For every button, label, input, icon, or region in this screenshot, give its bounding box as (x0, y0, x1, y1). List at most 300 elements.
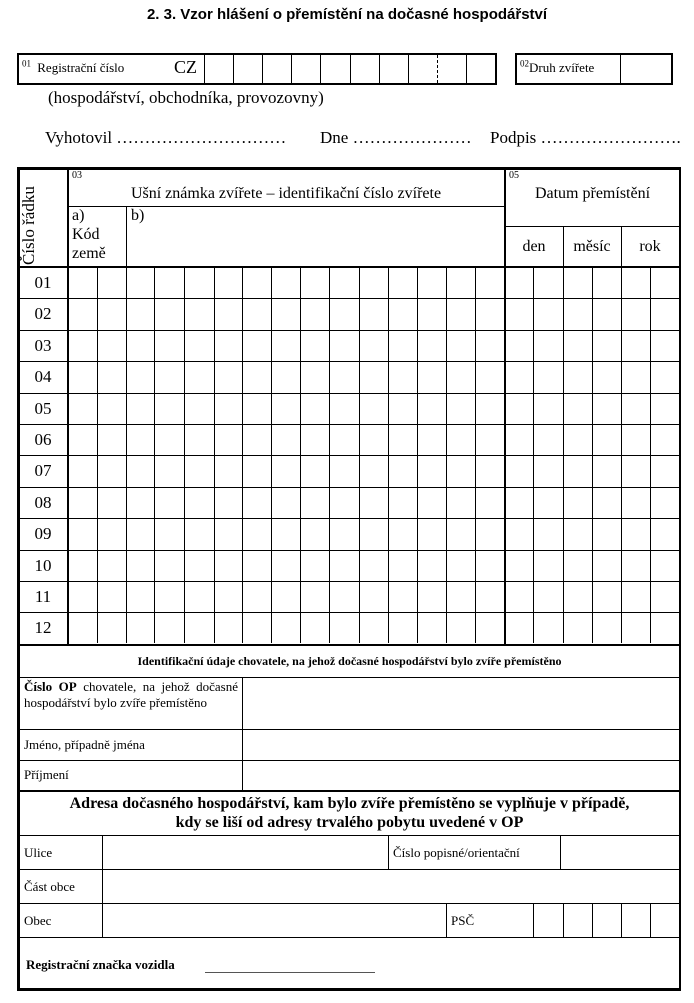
ear-tag-digit-cell[interactable] (360, 299, 388, 329)
registration-digit-input[interactable] (321, 55, 350, 83)
country-code-cell[interactable] (69, 582, 97, 612)
registration-digit-input[interactable] (263, 55, 291, 83)
registration-digit-input[interactable] (292, 55, 320, 83)
country-code-cell[interactable] (98, 331, 126, 361)
ear-tag-digit-cell[interactable] (418, 456, 446, 486)
ear-tag-digit-cell[interactable] (185, 331, 214, 361)
date-digit-cell[interactable] (651, 456, 679, 486)
ear-tag-digit-cell[interactable] (155, 394, 184, 424)
date-digit-cell[interactable] (593, 425, 621, 455)
ear-tag-digit-cell[interactable] (127, 331, 154, 361)
ear-tag-digit-cell[interactable] (272, 394, 300, 424)
date-digit-cell[interactable] (564, 299, 592, 329)
row-number: 03 (34, 335, 52, 355)
ear-tag-digit-cell[interactable] (127, 299, 154, 329)
ear-tag-digit-cell[interactable] (389, 488, 417, 518)
date-digit-cell[interactable] (564, 488, 592, 518)
date-digit-cell[interactable] (622, 519, 650, 549)
registration-label: Registrační číslo (37, 60, 125, 75)
date-digit-cell[interactable] (622, 551, 650, 581)
ear-tag-digit-cell[interactable] (389, 268, 417, 298)
date-digit-cell[interactable] (651, 582, 679, 612)
date-digit-cell[interactable] (593, 299, 621, 329)
postcode-digit-input[interactable] (593, 904, 621, 937)
registration-digit-input[interactable] (467, 55, 496, 83)
date-digit-cell[interactable] (505, 488, 533, 518)
date-digit-cell[interactable] (564, 394, 592, 424)
ear-tag-digit-cell[interactable] (155, 519, 184, 549)
date-digit-cell[interactable] (622, 613, 650, 643)
ear-tag-digit-cell[interactable] (389, 299, 417, 329)
registration-label-wrap (22, 60, 124, 76)
country-code-cell[interactable] (69, 331, 97, 361)
ear-tag-digit-cell[interactable] (301, 519, 329, 549)
date-digit-cell[interactable] (564, 551, 592, 581)
ear-tag-digit-cell[interactable] (389, 582, 417, 612)
ear-tag-digit-cell[interactable] (360, 488, 388, 518)
date-digit-cell[interactable] (534, 551, 563, 581)
ear-tag-digit-cell[interactable] (272, 268, 300, 298)
ear-tag-digit-cell[interactable] (330, 394, 359, 424)
country-code-cell[interactable] (69, 268, 97, 298)
ear-tag-digit-cell[interactable] (155, 331, 184, 361)
ear-tag-digit-cell[interactable] (243, 613, 271, 643)
ear-tag-digit-cell[interactable] (215, 268, 242, 298)
ear-tag-digit-cell[interactable] (127, 362, 154, 392)
country-code-cell[interactable] (98, 582, 126, 612)
op-number-rest: chovatele, na jehož dočasné hospodářství bylo zvíře přemístěno (24, 679, 238, 710)
date-digit-cell[interactable] (505, 551, 533, 581)
date-digit-cell[interactable] (534, 488, 563, 518)
ear-tag-digit-cell[interactable] (476, 613, 504, 643)
ear-tag-digit-cell[interactable] (155, 582, 184, 612)
country-code-cell[interactable] (98, 551, 126, 581)
ear-tag-digit-cell[interactable] (447, 582, 475, 612)
date-digit-cell[interactable] (505, 299, 533, 329)
ear-tag-digit-cell[interactable] (155, 551, 184, 581)
ear-tag-digit-cell[interactable] (330, 299, 359, 329)
row-number: 07 (34, 461, 52, 481)
date-digit-cell[interactable] (593, 551, 621, 581)
date-digit-cell[interactable] (564, 613, 592, 643)
ear-tag-digit-cell[interactable] (418, 331, 446, 361)
ear-tag-digit-cell[interactable] (215, 362, 242, 392)
date-digit-cell[interactable] (622, 362, 650, 392)
year-label: rok (639, 238, 661, 255)
district-input[interactable] (103, 870, 680, 903)
ear-tag-digit-cell[interactable] (447, 488, 475, 518)
ear-tag-digit-cell[interactable] (243, 425, 271, 455)
ear-tag-digit-cell[interactable] (272, 456, 300, 486)
ear-tag-digit-cell[interactable] (330, 362, 359, 392)
ear-tag-digit-cell[interactable] (185, 299, 214, 329)
ear-tag-digit-cell[interactable] (476, 362, 504, 392)
ear-tag-digit-cell[interactable] (447, 268, 475, 298)
ear-tag-digit-cell[interactable] (185, 582, 214, 612)
ear-tag-digit-cell[interactable] (330, 551, 359, 581)
country-code-cell[interactable] (98, 425, 126, 455)
ear-tag-digit-cell[interactable] (185, 394, 214, 424)
date-digit-cell[interactable] (505, 331, 533, 361)
ear-tag-digit-cell[interactable] (185, 551, 214, 581)
ear-tag-digit-cell[interactable] (215, 331, 242, 361)
divider (446, 904, 447, 937)
date-digit-cell[interactable] (622, 582, 650, 612)
date-digit-cell[interactable] (622, 488, 650, 518)
country-code-cell[interactable] (69, 551, 97, 581)
ear-tag-digit-cell[interactable] (389, 519, 417, 549)
ear-tag-digit-cell[interactable] (301, 582, 329, 612)
ear-tag-digit-cell[interactable] (447, 362, 475, 392)
date-digit-cell[interactable] (593, 394, 621, 424)
ear-tag-digit-cell[interactable] (243, 394, 271, 424)
date-digit-cell[interactable] (651, 331, 679, 361)
ear-tag-digit-cell[interactable] (155, 425, 184, 455)
country-code-cell[interactable] (98, 299, 126, 329)
ear-tag-digit-cell[interactable] (215, 582, 242, 612)
date-digit-cell[interactable] (622, 456, 650, 486)
ear-tag-digit-cell[interactable] (447, 394, 475, 424)
country-code-cell[interactable] (98, 268, 126, 298)
ear-tag-digit-cell[interactable] (272, 425, 300, 455)
ear-tag-digit-cell[interactable] (301, 394, 329, 424)
ear-tag-digit-cell[interactable] (418, 582, 446, 612)
country-code-cell[interactable] (69, 456, 97, 486)
date-digit-cell[interactable] (593, 582, 621, 612)
ear-tag-digit-cell[interactable] (301, 425, 329, 455)
ear-tag-digit-cell[interactable] (301, 551, 329, 581)
ear-tag-digit-cell[interactable] (215, 456, 242, 486)
ear-tag-digit-cell[interactable] (476, 519, 504, 549)
country-code-cell[interactable] (69, 425, 97, 455)
ear-tag-digit-cell[interactable] (272, 331, 300, 361)
house-number-input[interactable] (561, 836, 680, 869)
ear-tag-digit-cell[interactable] (389, 425, 417, 455)
ear-tag-digit-cell[interactable] (185, 362, 214, 392)
ear-tag-digit-cell[interactable] (185, 456, 214, 486)
date-digit-cell[interactable] (534, 362, 563, 392)
date-digit-cell[interactable] (505, 268, 533, 298)
date-digit-cell[interactable] (622, 331, 650, 361)
ear-tag-digit-cell[interactable] (476, 268, 504, 298)
vehicle-plate-input[interactable] (205, 972, 375, 973)
ear-tag-digit-cell[interactable] (360, 456, 388, 486)
postcode-digit-input[interactable] (534, 904, 563, 937)
ear-tag-digit-cell[interactable] (243, 331, 271, 361)
country-code-cell[interactable] (69, 488, 97, 518)
date-digit-cell[interactable] (651, 425, 679, 455)
first-name-input[interactable] (243, 730, 680, 760)
ear-tag-digit-cell[interactable] (418, 268, 446, 298)
date-digit-cell[interactable] (593, 613, 621, 643)
street-label: Ulice (24, 845, 53, 860)
ear-tag-digit-cell[interactable] (272, 582, 300, 612)
ear-tag-digit-cell[interactable] (243, 268, 271, 298)
signature-field[interactable]: Podpis ……………………. (490, 128, 681, 147)
ear-tag-digit-cell[interactable] (418, 551, 446, 581)
ear-tag-digit-cell[interactable] (155, 488, 184, 518)
ear-tag-digit-cell[interactable] (272, 519, 300, 549)
ear-tag-digit-cell[interactable] (127, 519, 154, 549)
date-digit-cell[interactable] (593, 268, 621, 298)
ear-tag-digit-cell[interactable] (215, 425, 242, 455)
ear-tag-digit-cell[interactable] (418, 362, 446, 392)
ear-tag-digit-cell[interactable] (360, 582, 388, 612)
date-digit-cell[interactable] (593, 488, 621, 518)
date-digit-cell[interactable] (534, 299, 563, 329)
country-code-cell[interactable] (98, 456, 126, 486)
ear-tag-digit-cell[interactable] (272, 299, 300, 329)
date-digit-cell[interactable] (534, 456, 563, 486)
ear-tag-digit-cell[interactable] (389, 394, 417, 424)
ear-tag-digit-cell[interactable] (185, 519, 214, 549)
municipality-label: Obec (24, 913, 52, 928)
ear-tag-digit-cell[interactable] (127, 613, 154, 643)
ear-tag-digit-cell[interactable] (418, 519, 446, 549)
ear-tag-digit-cell[interactable] (418, 299, 446, 329)
ear-tag-digit-cell[interactable] (243, 299, 271, 329)
animal-type-input[interactable] (621, 55, 671, 83)
date-digit-cell[interactable] (593, 362, 621, 392)
date-digit-cell[interactable] (564, 331, 592, 361)
ear-tag-digit-cell[interactable] (447, 551, 475, 581)
ear-tag-digit-cell[interactable] (215, 299, 242, 329)
ear-tag-digit-cell[interactable] (272, 613, 300, 643)
date-digit-cell[interactable] (564, 268, 592, 298)
ear-tag-digit-cell[interactable] (155, 299, 184, 329)
ear-tag-digit-cell[interactable] (330, 582, 359, 612)
field-number-01: 01 (22, 58, 31, 69)
country-code-cell[interactable] (69, 519, 97, 549)
ear-tag-digit-cell[interactable] (476, 425, 504, 455)
ear-tag-digit-cell[interactable] (360, 331, 388, 361)
ear-tag-digit-cell[interactable] (243, 456, 271, 486)
ear-tag-digit-cell[interactable] (447, 613, 475, 643)
date-digit-cell[interactable] (505, 425, 533, 455)
ear-tag-digit-cell[interactable] (243, 582, 271, 612)
date-digit-cell[interactable] (622, 425, 650, 455)
row-number: 01 (34, 273, 52, 292)
ear-tag-digit-cell[interactable] (215, 551, 242, 581)
date-field[interactable]: Dne ………………… (320, 128, 472, 147)
ear-tag-digit-cell[interactable] (185, 425, 214, 455)
postcode-digit-input[interactable] (651, 904, 679, 937)
ear-tag-digit-cell[interactable] (476, 488, 504, 518)
ear-tag-digit-cell[interactable] (360, 268, 388, 298)
ear-tag-digit-cell[interactable] (476, 456, 504, 486)
ear-tag-digit-cell[interactable] (301, 331, 329, 361)
ear-tag-digit-cell[interactable] (330, 488, 359, 518)
country-code: CZ (174, 57, 198, 77)
ear-tag-digit-cell[interactable] (127, 488, 154, 518)
ear-tag-digit-cell[interactable] (418, 488, 446, 518)
ear-tag-digit-cell[interactable] (155, 613, 184, 643)
date-digit-cell[interactable] (534, 394, 563, 424)
ear-tag-digit-cell[interactable] (447, 456, 475, 486)
country-code-cell[interactable] (98, 488, 126, 518)
date-digit-cell[interactable] (505, 362, 533, 392)
ear-tag-digit-cell[interactable] (272, 488, 300, 518)
ear-tag-digit-cell[interactable] (360, 613, 388, 643)
date-digit-cell[interactable] (534, 331, 563, 361)
ear-tag-digit-cell[interactable] (476, 331, 504, 361)
date-digit-cell[interactable] (651, 299, 679, 329)
ear-tag-digit-cell[interactable] (185, 613, 214, 643)
ear-tag-digit-cell[interactable] (243, 488, 271, 518)
ear-tag-digit-cell[interactable] (476, 299, 504, 329)
ear-tag-digit-cell[interactable] (127, 456, 154, 486)
registration-digit-input[interactable] (380, 55, 408, 83)
ear-tag-digit-cell[interactable] (155, 456, 184, 486)
ear-tag-digit-cell[interactable] (330, 268, 359, 298)
date-digit-cell[interactable] (593, 519, 621, 549)
ear-tag-digit-cell[interactable] (301, 268, 329, 298)
date-digit-cell[interactable] (564, 456, 592, 486)
day-label: den (522, 238, 546, 255)
street-input[interactable] (103, 836, 388, 869)
ear-tag-digit-cell[interactable] (476, 551, 504, 581)
country-code-cell[interactable] (69, 613, 97, 643)
ear-tag-digit-cell[interactable] (127, 268, 154, 298)
ear-tag-digit-cell[interactable] (301, 362, 329, 392)
ear-tag-digit-cell[interactable] (272, 551, 300, 581)
ear-tag-digit-cell[interactable] (155, 268, 184, 298)
ear-tag-digit-cell[interactable] (155, 362, 184, 392)
ear-tag-digit-cell[interactable] (360, 425, 388, 455)
ear-tag-digit-cell[interactable] (301, 456, 329, 486)
registration-digit-input[interactable] (351, 55, 379, 83)
ear-tag-digit-cell[interactable] (185, 268, 214, 298)
date-digit-cell[interactable] (651, 268, 679, 298)
ear-tag-digit-cell[interactable] (215, 613, 242, 643)
country-code-cell[interactable] (69, 394, 97, 424)
ear-tag-digit-cell[interactable] (185, 488, 214, 518)
ear-tag-digit-cell[interactable] (389, 613, 417, 643)
row-number: 02 (34, 304, 52, 324)
date-digit-cell[interactable] (622, 299, 650, 329)
ear-tag-digit-cell[interactable] (215, 394, 242, 424)
ear-tag-digit-cell[interactable] (215, 488, 242, 518)
surname-input[interactable] (243, 761, 680, 791)
ear-tag-digit-cell[interactable] (476, 394, 504, 424)
registration-digit-input[interactable] (438, 55, 466, 83)
date-digit-cell[interactable] (564, 582, 592, 612)
ear-tag-digit-cell[interactable] (330, 519, 359, 549)
ear-tag-digit-cell[interactable] (447, 299, 475, 329)
ear-tag-digit-cell[interactable] (243, 551, 271, 581)
ear-tag-digit-cell[interactable] (330, 425, 359, 455)
date-digit-cell[interactable] (505, 519, 533, 549)
ear-tag-digit-cell[interactable] (243, 362, 271, 392)
country-code-cell[interactable] (98, 519, 126, 549)
date-digit-cell[interactable] (651, 488, 679, 518)
date-digit-cell[interactable] (534, 582, 563, 612)
ear-tag-digit-cell[interactable] (389, 362, 417, 392)
ear-tag-digit-cell[interactable] (389, 551, 417, 581)
date-digit-cell[interactable] (651, 551, 679, 581)
date-digit-cell[interactable] (651, 519, 679, 549)
ear-tag-digit-cell[interactable] (476, 582, 504, 612)
ear-tag-digit-cell[interactable] (215, 519, 242, 549)
ear-tag-digit-cell[interactable] (330, 331, 359, 361)
ear-tag-digit-cell[interactable] (418, 613, 446, 643)
date-digit-cell[interactable] (505, 613, 533, 643)
row-number-header: Číslo řádku (19, 186, 38, 266)
ear-tag-digit-cell[interactable] (360, 362, 388, 392)
country-code-cell[interactable] (98, 394, 126, 424)
date-digit-cell[interactable] (505, 394, 533, 424)
date-digit-cell[interactable] (651, 613, 679, 643)
ear-tag-digit-cell[interactable] (127, 582, 154, 612)
ear-tag-digit-cell[interactable] (127, 551, 154, 581)
divider (19, 790, 680, 792)
date-digit-cell[interactable] (622, 394, 650, 424)
date-digit-cell[interactable] (622, 268, 650, 298)
date-digit-cell[interactable] (593, 331, 621, 361)
municipality-input[interactable] (103, 904, 446, 937)
ear-tag-digit-cell[interactable] (418, 425, 446, 455)
ear-tag-digit-cell[interactable] (447, 331, 475, 361)
registration-digit-input[interactable] (205, 55, 233, 83)
row-number: 08 (34, 492, 52, 512)
country-code-cell[interactable] (69, 362, 97, 392)
ear-tag-digit-cell[interactable] (301, 488, 329, 518)
ear-tag-digit-cell[interactable] (418, 394, 446, 424)
ear-tag-digit-cell[interactable] (447, 425, 475, 455)
ear-tag-digit-cell[interactable] (389, 456, 417, 486)
date-digit-cell[interactable] (505, 582, 533, 612)
date-digit-cell[interactable] (651, 394, 679, 424)
date-digit-cell[interactable] (564, 519, 592, 549)
row-number: 05 (34, 398, 52, 418)
country-code-cell[interactable] (98, 613, 126, 643)
ear-tag-digit-cell[interactable] (330, 456, 359, 486)
date-digit-cell[interactable] (534, 519, 563, 549)
registration-digit-input[interactable] (409, 55, 437, 83)
prepared-by-field[interactable]: Vyhotovil ………………………… (45, 128, 287, 147)
date-digit-cell[interactable] (651, 362, 679, 392)
ear-tag-digit-cell[interactable] (127, 425, 154, 455)
address-heading-line1: Adresa dočasného hospodářství, kam bylo zvíře přemístěno se vyplňuje v případě, (69, 795, 630, 812)
ear-tag-digit-cell[interactable] (360, 394, 388, 424)
house-number-label: Číslo popisné/orientační (393, 845, 520, 860)
date-digit-cell[interactable] (564, 362, 592, 392)
postcode-digit-input[interactable] (564, 904, 592, 937)
date-digit-cell[interactable] (534, 613, 563, 643)
date-digit-cell[interactable] (564, 425, 592, 455)
ear-tag-digit-cell[interactable] (360, 551, 388, 581)
ear-tag-digit-cell[interactable] (272, 362, 300, 392)
date-digit-cell[interactable] (534, 425, 563, 455)
ear-tag-digit-cell[interactable] (301, 299, 329, 329)
date-digit-cell[interactable] (505, 456, 533, 486)
ear-tag-digit-cell[interactable] (243, 519, 271, 549)
ear-tag-digit-cell[interactable] (301, 613, 329, 643)
ear-tag-digit-cell[interactable] (127, 394, 154, 424)
country-code-cell[interactable] (98, 362, 126, 392)
ear-tag-digit-cell[interactable] (447, 519, 475, 549)
postcode-digit-input[interactable] (622, 904, 650, 937)
op-number-input[interactable] (243, 678, 680, 729)
date-digit-cell[interactable] (534, 268, 563, 298)
ear-tag-digit-cell[interactable] (389, 331, 417, 361)
ear-tag-digit-cell[interactable] (360, 519, 388, 549)
ear-tag-digit-cell[interactable] (330, 613, 359, 643)
country-code-cell[interactable] (69, 299, 97, 329)
registration-digit-input[interactable] (234, 55, 262, 83)
date-digit-cell[interactable] (593, 456, 621, 486)
surname-label: Příjmení (24, 767, 69, 782)
